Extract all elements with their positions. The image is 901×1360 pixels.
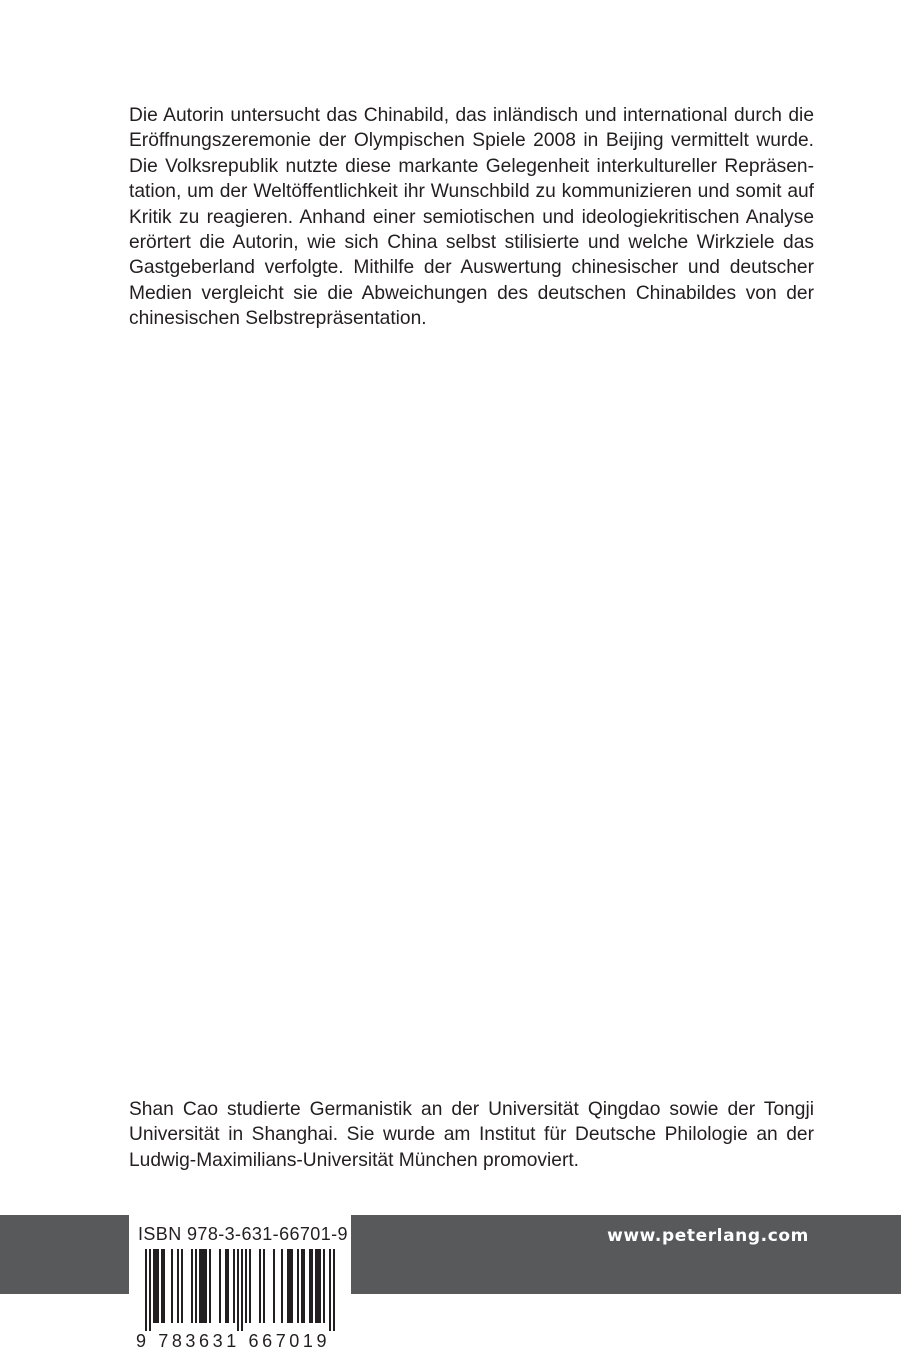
barcode-bar bbox=[249, 1249, 251, 1323]
barcode-bar bbox=[287, 1249, 289, 1323]
barcode-bar bbox=[205, 1249, 207, 1323]
barcode-bar bbox=[201, 1249, 203, 1323]
barcode-bar bbox=[291, 1249, 293, 1323]
barcode-bar bbox=[237, 1249, 239, 1331]
barcode-bar bbox=[203, 1249, 205, 1323]
barcode-bar bbox=[191, 1249, 193, 1323]
barcode-bar bbox=[225, 1249, 227, 1323]
barcode-bar bbox=[219, 1249, 221, 1323]
bio-line: Ludwig-Maximilians-Universität München promoviert. bbox=[129, 1149, 579, 1171]
barcode-bar bbox=[227, 1249, 229, 1323]
barcode-bar bbox=[319, 1249, 321, 1323]
abstract-line: Die Volksrepublik nutzte diese markante Gelegenheit interkultureller Repräsen- bbox=[129, 155, 814, 177]
bio-line: Shan Cao studierte Germanistik an der Universität Qingdao sowie der Tongji bbox=[129, 1099, 814, 1120]
abstract-line: erörtert die Autorin, wie sich China selbst stilisierte und welche Wirkziele das bbox=[129, 232, 814, 254]
barcode-bar bbox=[311, 1249, 313, 1323]
barcode-bar bbox=[323, 1249, 325, 1323]
barcode-bar bbox=[297, 1249, 299, 1323]
barcode-digits: 9 783631 667019 bbox=[136, 1331, 331, 1351]
abstract-line: chinesischen Selbstrepräsentation. bbox=[129, 308, 427, 330]
barcode-bar bbox=[317, 1249, 319, 1323]
abstract-line: Gastgeberland verfolgte. Mithilfe der Auswertung chinesischer und deutscher bbox=[129, 257, 814, 279]
barcode-bar bbox=[157, 1249, 159, 1323]
isbn-label: ISBN 978-3-631-66701-9 bbox=[138, 1224, 348, 1244]
barcode-icon bbox=[133, 1249, 347, 1331]
barcode-bar bbox=[303, 1249, 305, 1323]
barcode-bar bbox=[233, 1249, 235, 1323]
barcode-bar bbox=[195, 1249, 197, 1323]
barcode-bar bbox=[163, 1249, 165, 1323]
barcode-bar bbox=[199, 1249, 201, 1323]
publisher-website[interactable]: www.peterlang.com bbox=[607, 1226, 809, 1246]
abstract-line: tation, um der Weltöffentlichkeit ihr Wunschbild zu kommunizieren und somit auf bbox=[129, 181, 814, 203]
barcode-bar bbox=[281, 1249, 283, 1323]
barcode-bar bbox=[289, 1249, 291, 1323]
barcode-bar bbox=[181, 1249, 183, 1323]
barcode-bar bbox=[301, 1249, 303, 1323]
barcode-bar bbox=[209, 1249, 211, 1323]
author-bio bbox=[129, 1097, 814, 1173]
barcode-bar bbox=[171, 1249, 173, 1323]
barcode-bar bbox=[149, 1249, 151, 1331]
barcode-bar bbox=[177, 1249, 179, 1323]
barcode-bar bbox=[145, 1249, 147, 1331]
barcode-bar bbox=[155, 1249, 157, 1323]
barcode-bar bbox=[153, 1249, 155, 1323]
barcode-bar bbox=[329, 1249, 331, 1331]
abstract-line: Die Autorin untersucht das Chinabild, das inländisch und international durch die bbox=[129, 105, 814, 126]
barcode-bar bbox=[245, 1249, 247, 1323]
barcode-bar bbox=[315, 1249, 317, 1323]
barcode-bar bbox=[273, 1249, 275, 1323]
barcode-bar bbox=[309, 1249, 311, 1323]
barcode-bar bbox=[263, 1249, 265, 1323]
barcode-bar bbox=[259, 1249, 261, 1323]
bio-line: Universität in Shanghai. Sie wurde am Institut für Deutsche Philologie an der bbox=[129, 1124, 814, 1146]
abstract-line: Kritik zu reagieren. Anhand einer semiotischen und ideologiekritischen Analyse bbox=[129, 206, 814, 228]
book-abstract bbox=[129, 103, 814, 332]
barcode-bar bbox=[333, 1249, 335, 1331]
barcode-bar bbox=[241, 1249, 243, 1331]
barcode-bar bbox=[161, 1249, 163, 1323]
abstract-line: Eröffnungszeremonie der Olympischen Spiele 2008 in Beijing vermittelt wurde. bbox=[129, 130, 814, 152]
abstract-line: Medien vergleicht sie die Abweichungen des deutschen Chinabildes von der bbox=[129, 282, 814, 304]
